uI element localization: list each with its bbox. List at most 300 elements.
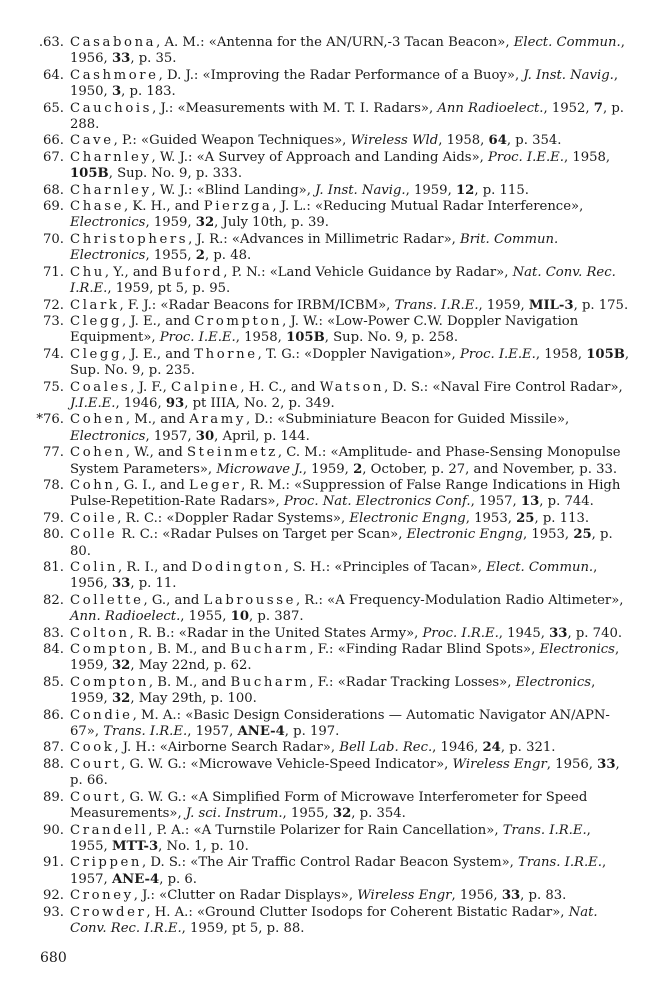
reference-body	[70, 708, 630, 741]
reference-entry	[0, 68, 648, 101]
journal-title: Bell Lab. Rec.	[339, 740, 433, 756]
reference-text: , 1958,	[563, 149, 611, 165]
author-name: Calpine	[171, 379, 241, 395]
author-name: Colle	[70, 527, 118, 543]
reference-number: 83.	[43, 625, 64, 641]
author-name: Crompton	[194, 313, 283, 329]
reference-entry	[0, 445, 648, 478]
reference-text: , 1959,	[478, 297, 529, 313]
reference-number: 86.	[43, 707, 64, 723]
author-name: Crandell	[70, 822, 149, 838]
author-name: Cave	[70, 133, 114, 149]
reference-text: , May 29th, p. 100.	[130, 691, 257, 707]
reference-body	[70, 642, 630, 675]
reference-text: , 1957,	[187, 724, 238, 740]
journal-title: Electronic Engng	[349, 510, 466, 526]
reference-number: 67.	[43, 149, 64, 165]
reference-text: , 1946,	[432, 740, 483, 756]
journal-title: Nat. Conv. Rec. I.R.E.	[70, 904, 598, 936]
journal-title: Elect. Commun.	[513, 35, 621, 50]
reference-body	[70, 68, 630, 101]
reference-text: , p. 744.	[539, 494, 594, 510]
reference-body	[70, 790, 630, 823]
reference-body	[70, 740, 630, 756]
journal-title: Trans. I.R.E.	[394, 297, 479, 313]
reference-entry	[0, 265, 648, 298]
reference-text: , M. A.: «Basic Design Considerations — Automatic Navigator AN/APN-67»,	[70, 707, 610, 740]
reference-body	[70, 380, 630, 413]
reference-text: , J. W.: «Low-Power C.W. Doppler Navigation Equipment»,	[70, 313, 579, 346]
reference-text: , p. 11.	[130, 576, 177, 592]
reference-text: , 1956,	[70, 35, 625, 67]
reference-text: , H. A.: «Ground Clutter Isodops for Coherent Bistatic Radar»,	[146, 904, 569, 920]
volume: 12	[455, 182, 475, 198]
reference-entry	[0, 314, 648, 347]
reference-body	[70, 855, 630, 888]
reference-number: .63.	[38, 35, 64, 50]
author-name: Clegg	[70, 313, 122, 329]
journal-title: Microwave J.	[216, 461, 303, 477]
reference-number: 85.	[43, 674, 64, 690]
reference-text: , July 10th, p. 39.	[214, 215, 329, 231]
author-name: Clark	[70, 297, 120, 313]
reference-entry	[0, 626, 648, 642]
reference-entry	[0, 527, 648, 560]
journal-title: Ann Radioelect.	[437, 100, 544, 116]
reference-text: , 1958,	[438, 133, 489, 149]
volume: 25	[516, 510, 535, 526]
reference-entry	[0, 232, 648, 265]
journal-title: Nat. Conv. Rec. I.R.E.	[70, 264, 616, 297]
reference-number: 91.	[43, 855, 64, 871]
reference-text: , A. M.: «Antenna for the AN/URN,-3 Tacan Beacon»,	[156, 35, 514, 50]
reference-text: , G. I., and	[115, 477, 190, 493]
volume: 105B	[286, 330, 325, 346]
reference-number: 74.	[43, 346, 64, 362]
reference-text: , F.: «Finding Radar Blind Spots»,	[309, 642, 540, 658]
reference-text: , G., and	[143, 592, 204, 608]
journal-title: J. Inst. Navig.	[315, 182, 406, 198]
reference-body	[70, 478, 630, 511]
reference-number: 90.	[43, 822, 64, 838]
volume: 30	[195, 428, 215, 444]
journal-title: Electronics	[515, 674, 592, 690]
journal-title: Wireless Engr	[357, 888, 452, 904]
reference-text: , Sup. No. 9, p. 235.	[70, 346, 630, 379]
reference-text: , 1956,	[546, 756, 598, 772]
volume: 64	[488, 133, 507, 149]
reference-text: , 1959,	[302, 461, 354, 477]
reference-text: , 1958,	[235, 330, 287, 346]
reference-entry	[0, 855, 648, 888]
reference-text: , 1953,	[522, 527, 574, 543]
reference-text: , p. 175.	[573, 297, 629, 313]
reference-body	[70, 265, 630, 298]
reference-entry	[0, 511, 648, 527]
reference-text: , p. 115.	[474, 182, 529, 198]
reference-number: 70.	[43, 231, 64, 247]
reference-text: , J. F.,	[130, 379, 171, 395]
reference-entry	[0, 298, 648, 314]
volume: 33	[597, 756, 616, 772]
reference-entry	[0, 380, 648, 413]
reference-text: , J. L.: «Reducing Mutual Radar Interference»,	[272, 199, 584, 215]
reference-entry	[0, 560, 648, 593]
author-name: Charnley	[70, 182, 152, 198]
reference-entry	[0, 101, 648, 134]
reference-body	[70, 101, 630, 134]
volume: 25	[573, 527, 592, 543]
reference-text: , 1950,	[70, 67, 619, 100]
author-name: Charnley	[70, 149, 152, 165]
journal-title: Ann. Radioelect.	[70, 609, 181, 625]
author-name: Buford	[161, 264, 224, 280]
reference-body	[70, 199, 630, 232]
journal-title: Proc. I.E.E.	[488, 149, 564, 165]
reference-text: , p. 354.	[351, 806, 406, 822]
reference-number: 78.	[43, 477, 64, 493]
reference-body	[70, 593, 630, 626]
author-name: Bucharm	[230, 674, 310, 690]
author-name: Cook	[70, 740, 115, 756]
reference-body	[70, 527, 630, 560]
reference-text: , P.: «Guided Weapon Techniques»,	[113, 133, 351, 149]
reference-body	[70, 560, 630, 593]
reference-text: , H. C., and	[240, 379, 320, 395]
reference-text: , p. 387.	[249, 609, 304, 625]
reference-text: , 1958,	[535, 346, 587, 362]
volume: 105B	[70, 166, 109, 182]
reference-text: , P. N.: «Land Vehicle Guidance by Radar»,	[223, 264, 513, 280]
journal-title: Brit. Commun. Electronics	[70, 231, 559, 264]
reference-body	[70, 757, 630, 790]
author-name: Cohen	[70, 445, 126, 461]
reference-text: , p. 354.	[506, 133, 562, 149]
reference-text: , M., and	[125, 412, 190, 428]
reference-text: , 1955,	[282, 806, 333, 822]
reference-text: , J. H.: «Airborne Search Radar»,	[114, 740, 340, 756]
author-name: Chase	[70, 199, 125, 215]
reference-number: *76.	[36, 412, 64, 428]
volume: 32	[195, 215, 215, 231]
reference-body	[70, 183, 630, 199]
volume: 33	[111, 51, 131, 67]
reference-entry	[0, 757, 648, 790]
reference-text: , No. 1, p. 10.	[158, 838, 249, 854]
reference-text: , 1955,	[145, 248, 196, 264]
reference-number: 66.	[43, 133, 64, 149]
reference-number: 88.	[43, 756, 64, 772]
reference-entry	[0, 642, 648, 675]
reference-number: 68.	[43, 182, 64, 198]
author-name: Cohn	[70, 477, 116, 493]
reference-text: , 1959,	[145, 215, 196, 231]
reference-number: 77.	[43, 445, 64, 461]
author-name: Aramy	[189, 412, 246, 428]
author-name: Pierzga	[203, 199, 273, 215]
reference-text: , Sup. No. 9, p. 333.	[108, 166, 243, 182]
reference-number: 79.	[43, 510, 64, 526]
reference-text: , 1956,	[451, 888, 502, 904]
reference-text: , J. R.: «Advances in Millimetric Radar»,	[188, 231, 461, 247]
reference-text: , 1955,	[70, 822, 591, 854]
reference-text: , G. W. G.: «Microwave Vehicle-Speed Indicator»,	[121, 756, 453, 772]
reference-entry	[0, 790, 648, 823]
reference-text: , 1946,	[115, 395, 166, 411]
reference-body	[70, 314, 630, 347]
reference-text: , p. 6.	[159, 871, 197, 887]
volume: 2	[353, 461, 363, 477]
reference-entry	[0, 133, 648, 149]
journal-title: Trans. I.R.E.	[518, 855, 602, 871]
author-name: Court	[70, 789, 122, 805]
volume: 24	[482, 740, 501, 756]
author-name: Colton	[70, 625, 130, 641]
reference-body	[70, 675, 630, 708]
volume: 3	[111, 84, 122, 100]
reference-body	[70, 823, 630, 856]
volume: 10	[230, 609, 249, 625]
reference-entry	[0, 888, 648, 904]
reference-number: 82.	[43, 592, 64, 608]
reference-text: , W. J.: «Blind Landing»,	[151, 182, 316, 198]
author-name: Court	[70, 756, 122, 772]
author-name: Chu	[70, 264, 105, 280]
author-name: Watson	[319, 379, 385, 395]
journal-title: Proc. Nat. Electronics Conf.	[283, 494, 471, 510]
volume: 105B	[586, 346, 625, 362]
reference-text: , J. E., and	[122, 346, 195, 362]
reference-entry	[0, 708, 648, 741]
reference-text: , G. W. G.: «A Simplified Form of Microwave Interferometer for Speed Measurements»,	[70, 789, 588, 822]
reference-text: , 1956,	[70, 560, 598, 592]
journal-title: J.I.E.E.	[70, 395, 116, 411]
reference-text: , R. C.: «Doppler Radar Systems»,	[117, 510, 350, 526]
reference-text: , F.: «Radar Tracking Losses»,	[309, 674, 516, 690]
reference-number: 71.	[43, 264, 64, 280]
journal-title: Electronics	[70, 215, 146, 231]
reference-text: , R. I., and	[117, 560, 192, 575]
reference-list	[0, 35, 648, 937]
reference-text: , Sup. No. 9, p. 258.	[324, 330, 459, 346]
journal-title: Proc. I.E.E.	[459, 346, 536, 362]
reference-text: , p. 80.	[70, 527, 613, 559]
author-name: Steinmetz	[187, 445, 278, 461]
reference-text: , R.: «A Frequency-Modulation Radio Altimeter»,	[296, 592, 624, 608]
volume: 7	[593, 100, 603, 116]
reference-text: , p. 183.	[121, 84, 176, 100]
reference-text: , B. M., and	[148, 642, 231, 658]
reference-number: 89.	[43, 789, 64, 805]
reference-body	[70, 511, 630, 527]
reference-text: , F. J.: «Radar Beacons for IRBM/ICBM»,	[119, 297, 395, 313]
volume: 13	[520, 494, 540, 510]
journal-title: Trans. I.R.E.	[502, 822, 587, 838]
reference-text: , B. M., and	[148, 674, 231, 690]
author-name: Collette	[70, 592, 144, 608]
author-name: Condie	[70, 707, 133, 723]
reference-text: , C. M.: «Amplitude- and Phase-Sensing Monopulse System Parameters»,	[70, 445, 621, 477]
reference-body	[70, 35, 630, 68]
journal-title: Proc. I.E.E.	[159, 330, 236, 346]
reference-number: 84.	[43, 642, 64, 658]
reference-number: 73.	[43, 313, 64, 329]
reference-text: , D. S.: «The Air Traffic Control Radar Beacon System»,	[142, 855, 519, 871]
reference-entry	[0, 35, 648, 68]
journal-title: Elect. Commun.	[486, 560, 594, 575]
reference-text: , 1957,	[70, 855, 607, 887]
reference-body	[70, 232, 630, 265]
reference-body	[70, 905, 630, 938]
reference-text: , p. 288.	[70, 100, 625, 133]
author-name: Bucharm	[230, 642, 310, 658]
author-name: Clegg	[70, 346, 122, 362]
reference-text: , D.: «Subminiature Beacon for Guided Missile»,	[245, 412, 570, 428]
reference-text: , S. H.: «Principles of Tacan»,	[284, 560, 487, 575]
reference-body	[70, 888, 630, 904]
journal-title: J. sci. Instrum.	[185, 806, 283, 822]
reference-number: 69.	[43, 199, 64, 215]
page-number: 680	[40, 950, 67, 966]
reference-text: , p. 113.	[534, 510, 590, 526]
reference-text: , 1959, pt 5, p. 95.	[107, 281, 231, 297]
reference-text: , R. B.: «Radar in the United States Army»,	[129, 625, 423, 641]
reference-number: 92.	[43, 888, 64, 904]
reference-text: , 1959, pt 5, p. 88.	[181, 920, 305, 936]
reference-entry	[0, 905, 648, 938]
reference-text: , 1959,	[405, 182, 456, 198]
reference-text: , J. E., and	[122, 313, 195, 329]
volume: 33	[549, 625, 568, 641]
volume: 93	[165, 395, 185, 411]
reference-text: , 1959,	[70, 642, 620, 674]
author-name: Dodington	[191, 560, 285, 575]
author-name: Coales	[70, 379, 131, 395]
reference-body	[70, 626, 630, 642]
reference-body	[70, 347, 630, 380]
reference-entry	[0, 347, 648, 380]
author-name: Crippen	[70, 855, 142, 871]
reference-text: , p. 66.	[70, 756, 620, 789]
reference-text: , Y., and	[104, 264, 162, 280]
reference-number: 80.	[43, 527, 64, 543]
volume: 32	[111, 691, 131, 707]
reference-number: 64.	[43, 67, 64, 83]
journal-title: Electronics	[70, 428, 146, 444]
reference-body	[70, 133, 630, 149]
reference-text: , W., and	[125, 445, 188, 461]
reference-entry	[0, 593, 648, 626]
reference-entry	[0, 150, 648, 183]
author-name: Thorne	[194, 346, 258, 362]
reference-number: 65.	[43, 100, 64, 116]
reference-text: , D. J.: «Improving the Radar Performance of a Buoy»,	[158, 67, 524, 83]
reference-entry	[0, 183, 648, 199]
reference-text: , May 22nd, p. 62.	[130, 658, 252, 674]
author-name: Cauchois	[70, 100, 153, 116]
reference-number: 93.	[43, 904, 64, 920]
reference-body	[70, 150, 630, 183]
author-name: Compton	[70, 642, 149, 658]
reference-text: , pt IIIA, No. 2, p. 349.	[184, 395, 335, 411]
volume: MIL-3	[528, 297, 574, 313]
reference-text: , J.: «Measurements with M. T. I. Radars»,	[152, 100, 438, 116]
journal-title: Wireless Engr	[452, 756, 547, 772]
author-name: Compton	[70, 674, 149, 690]
reference-text: , 1955,	[180, 609, 231, 625]
author-name: Leger	[189, 477, 242, 493]
reference-number: 72.	[43, 297, 64, 313]
reference-text: , 1957,	[145, 428, 196, 444]
reference-text: , 1945,	[498, 625, 550, 641]
author-name: Crowder	[70, 904, 147, 920]
reference-text: , p. 48.	[204, 248, 252, 264]
volume: 33	[111, 576, 131, 592]
reference-entry	[0, 675, 648, 708]
reference-text: , 1957,	[470, 494, 521, 510]
reference-text: , K. H., and	[124, 199, 204, 215]
reference-text: , p. 740.	[567, 625, 623, 641]
journal-title: Electronics	[539, 642, 615, 658]
volume: ANE-4	[111, 871, 160, 887]
author-name: Cashmore	[70, 67, 159, 83]
reference-text: , p. 197.	[284, 724, 340, 740]
reference-text: R. C.: «Radar Pulses on Target per Scan»,	[117, 527, 407, 543]
author-name: Croney	[70, 888, 134, 904]
reference-text: , p. 321.	[500, 740, 556, 756]
reference-entry	[0, 412, 648, 445]
volume: 32	[332, 806, 352, 822]
reference-text: , 1952,	[543, 100, 594, 116]
author-name: Colin	[70, 560, 118, 575]
reference-number: 81.	[43, 560, 64, 575]
reference-entry	[0, 199, 648, 232]
reference-text: , J.: «Clutter on Radar Displays»,	[133, 888, 358, 904]
volume: 33	[501, 888, 521, 904]
author-name: Christophers	[70, 231, 189, 247]
journal-title: Wireless Wld	[350, 133, 439, 149]
reference-body	[70, 445, 630, 478]
reference-text: , 1953,	[465, 510, 517, 526]
volume: ANE-4	[237, 724, 285, 740]
author-name: Labrousse	[203, 592, 297, 608]
journal-title: Proc. I.R.E.	[422, 625, 499, 641]
volume: 2	[195, 248, 205, 264]
reference-number: 75.	[43, 379, 64, 395]
reference-text: , W. J.: «A Survey of Approach and Landing Aids»,	[151, 149, 489, 165]
reference-text: , P. A.: «A Turnstile Polarizer for Rain Cancellation»,	[148, 822, 503, 838]
reference-text: , 1959,	[70, 674, 596, 707]
author-name: Casabona	[70, 35, 157, 50]
reference-entry	[0, 478, 648, 511]
reference-number: 87.	[43, 740, 64, 756]
reference-text: , T. G.: «Doppler Navigation»,	[257, 346, 460, 362]
author-name: Coile	[70, 510, 118, 526]
reference-text: , R. M.: «Suppression of False Range Indications in High Pulse-Repetition-Rate Radars»,	[70, 477, 621, 510]
reference-text: , April, p. 144.	[214, 428, 310, 444]
reference-text: , October, p. 27, and November, p. 33.	[362, 461, 618, 477]
volume: 32	[111, 658, 131, 674]
reference-entry	[0, 823, 648, 856]
reference-text: , p. 83.	[520, 888, 567, 904]
reference-body	[70, 412, 630, 445]
journal-title: Trans. I.R.E.	[103, 724, 188, 740]
journal-title: J. Inst. Navig.	[523, 67, 614, 83]
reference-entry	[0, 740, 648, 756]
reference-text: , p. 35.	[130, 51, 177, 67]
reference-body	[70, 298, 630, 314]
journal-title: Electronic Engng	[406, 527, 523, 543]
